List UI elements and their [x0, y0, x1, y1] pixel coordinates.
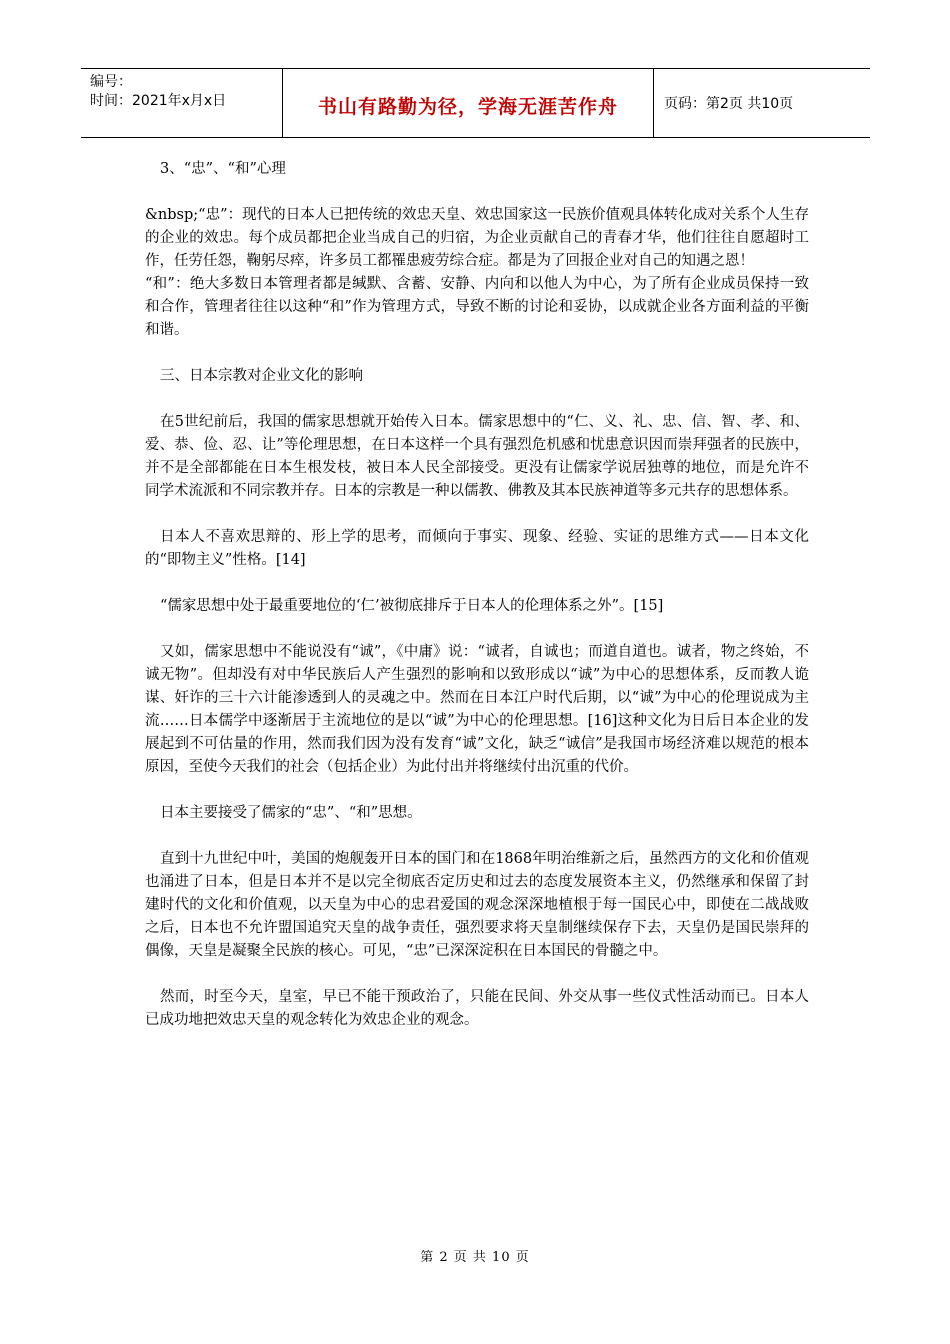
paragraph-modern-loyalty: 然而，时至今天，皇室，早已不能干预政治了，只能在民间、外交从事一些仪式性活动而已。日本人已成功地把效忠天皇的观念转化为效忠企业的观念。 — [145, 989, 809, 1028]
paragraph-confucianism-intro: 在5世纪前后，我国的儒家思想就开始传入日本。儒家思想中的“仁、义、礼、忠、信、智、孝、和、爱、恭、俭、忍、让”等伦理思想，在日本这样一个具有强烈危机感和忧患意识因而崇拜强者的民族中，并不是全部都能在日本生根发枝，被日本人民全部接受。更没有让儒家学说居独尊的地位，而是允许不同学术流派和不同宗教并存。日本的宗教是一种以儒教、佛教及其本民族神道等多元共存的思想体系。 — [145, 414, 809, 499]
paragraph-accepted-ideas: 日本主要接受了儒家的“忠”、“和”思想。 — [160, 805, 422, 821]
document-date-label: 时间：2021年x月x日 — [90, 93, 227, 109]
header-meta-cell — [81, 69, 283, 137]
header-page-label: 页码：第2页 共10页 — [664, 96, 794, 112]
paragraph-pragmatism: 日本人不喜欢思辩的、形上学的思考，而倾向于事实、现象、经验、实证的思维方式——日本文化的“即物主义”性格。[14] — [145, 529, 809, 568]
header-motto: 书山有路勤为径，学海无涯苦作舟 — [283, 69, 654, 137]
paragraph-meiji: 直到十九世纪中叶，美国的炮舰轰开日本的国门和在1868年明治维新之后，虽然西方的文化和价值观也涌进了日本，但是日本并不是以完全彻底否定历史和过去的态度发展资本主义，仍然继承和保留了封建时代的文化和价值观，以天皇为中心的忠君爱国的观念深深地植根于每一国民心中，即使在二战战败之后，日本也不允许盟国追究天皇的战争责任，强烈要求将天皇制继续保存下去，天皇仍是国民崇拜的偶像，天皇是凝聚全民族的核心。可见，“忠”已深深淀积在日本国民的骨髓之中。 — [145, 851, 809, 959]
section-heading-religion: 三、日本宗教对企业文化的影响 — [160, 368, 363, 384]
paragraph-ren-quote: “儒家思想中处于最重要地位的‘仁’被彻底排斥于日本人的伦理体系之外”。[15] — [160, 598, 664, 614]
section-heading-loyalty-harmony: 3、“忠”、“和”心理 — [160, 161, 286, 177]
page-header — [81, 68, 870, 138]
paragraph-harmony: “和”：绝大多数日本管理者都是缄默、含蓄、安静、内向和以他人为中心，为了所有企业成员保持一致和合作，管理者往往以这种“和”作为管理方式，导致不断的讨论和妥协，以成就企业各方面利益的平衡和谐。 — [145, 276, 809, 338]
paragraph-loyalty: &nbsp;“忠”：现代的日本人已把传统的效忠天皇、效忠国家这一民族价值观具体转化成对关系个人生存的企业的效忠。每个成员都把企业当成自己的归宿，为企业贡献自己的青春才华，他们往往自愿超时工作，任劳任怨，鞠躬尽瘁，许多员工都罹患疲劳综合症。都是为了回报企业对自己的知遇之恩！ — [145, 207, 809, 269]
page-footer: 第 2 页 共 10 页 — [420, 1250, 530, 1265]
paragraph-sincerity: 又如，儒家思想中不能说没有“诚”，《中庸》说：“诚者，自诚也；而道自道也。诚者，物之终始，不诚无物”。但却没有对中华民族后人产生强烈的影响和以致形成以“诚”为中心的思想体系，反而教人诡谋、奸诈的三十六计能渗透到人的灵魂之中。然而在日本江户时代后期，以“诚”为中心的伦理说成为主流……日本儒学中逐渐居于主流地位的是以“诚”为中心的伦理思想。[16]这种文化为日后日本企业的发展起到不可估量的作用，然而我们因为没有发育“诚”文化，缺乏“诚信”是我国市场经济难以规范的根本原因，至使今天我们的社会（包括企业）为此付出并将继续付出沉重的代价。 — [145, 644, 809, 775]
document-body — [145, 158, 809, 1055]
document-number-label: 编号： — [90, 74, 132, 90]
